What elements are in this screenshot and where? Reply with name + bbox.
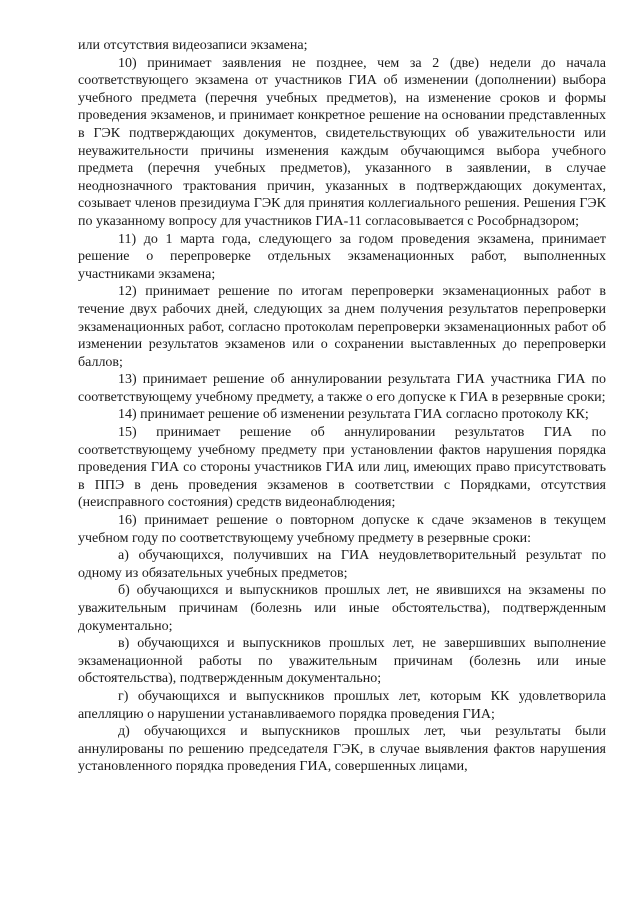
paragraph-continuation: или отсутствия видеозаписи экзамена; — [78, 38, 308, 53]
paragraph-item-12: 12) принимает решение по итогам перепроверки экзаменационных работ в течение двух рабочих дней, следующих за днем получения результатов перепроверки экзаменационных работ, согласно протоколам перепроверки экзаменационных работ об изменении результатов экзаменов или о сохранении выставленных до перепроверки баллов; — [78, 284, 606, 370]
paragraph-subitem-a: а) обучающихся, получивших на ГИА неудовлетворительный результат по одному из обязательных учебных предметов; — [78, 548, 606, 581]
paragraph-item-13: 13) принимает решение об аннулировании результата ГИА участника ГИА по соответствующему учебному предмету, а также о его допуске к ГИА в резервные сроки; — [78, 372, 606, 405]
paragraph-item-16: 16) принимает решение о повторном допуске к сдаче экзаменов в текущем учебном году по соответствующему учебному предмету в резервные сроки: — [78, 513, 606, 546]
paragraph-subitem-d: д) обучающихся и выпускников прошлых лет, чьи результаты были аннулированы по решению председателя ГЭК, в случае выявления фактов нарушения установленного порядка проведения ГИА, совершенных лицами, — [78, 724, 606, 775]
paragraph-item-10: 10) принимает заявления не позднее, чем за 2 (две) недели до начала соответствующего экзамена от участников ГИА об изменении (дополнении) выбора учебного предмета (перечня учебных предметов), на изменение сроков и формы проведения экзаменов, и принимает конкретное решение на основании представленных в ГЭК подтверждающих документов, свидетельствующих об уважительности или неуважительности причины изменения каждым обучающимся выбора учебного предмета (перечня учебных предметов), указанного в заявлении, в случае неоднозначного трактования причин, указанных в подтверждающих документах, созывает членов президиума ГЭК для принятия коллегиального решения. Решения ГЭК по указанному вопросу для участников ГИА-11 согласовывается с Рособрнадзором; — [78, 55, 606, 229]
paragraph-subitem-v: в) обучающихся и выпускников прошлых лет, не завершивших выполнение экзаменационной работы по уважительным причинам (болезнь или иные обстоятельства), подтвержденным документально; — [78, 636, 606, 687]
paragraph-subitem-g: г) обучающихся и выпускников прошлых лет, которым КК удовлетворила апелляцию о нарушении устанавливаемого порядка проведения ГИА; — [78, 688, 606, 722]
paragraph-item-15: 15) принимает решение об аннулировании результатов ГИА по соответствующему учебному предмету при установлении фактов нарушения порядка проведения ГИА со стороны участников ГИА или лиц, имеющих право присутствовать в ППЭ в день проведения экзаменов в соответствии с Порядками, отсутствия (неисправного состояния) средств видеонаблюдения; — [78, 425, 606, 511]
paragraph-item-14: 14) принимает решение об изменении результата ГИА согласно протоколу КК; — [118, 407, 589, 423]
paragraph-subitem-b: б) обучающихся и выпускников прошлых лет, не явившихся на экзамены по уважительным причинам (болезнь или иные обстоятельства), подтвержденным документально; — [78, 583, 606, 634]
paragraph-item-11: 11) до 1 марта года, следующего за годом проведения экзамена, принимает решение о перепроверке отдельных экзаменационных работ, выполненных участниками экзамена; — [78, 231, 606, 282]
document-page — [78, 37, 606, 776]
